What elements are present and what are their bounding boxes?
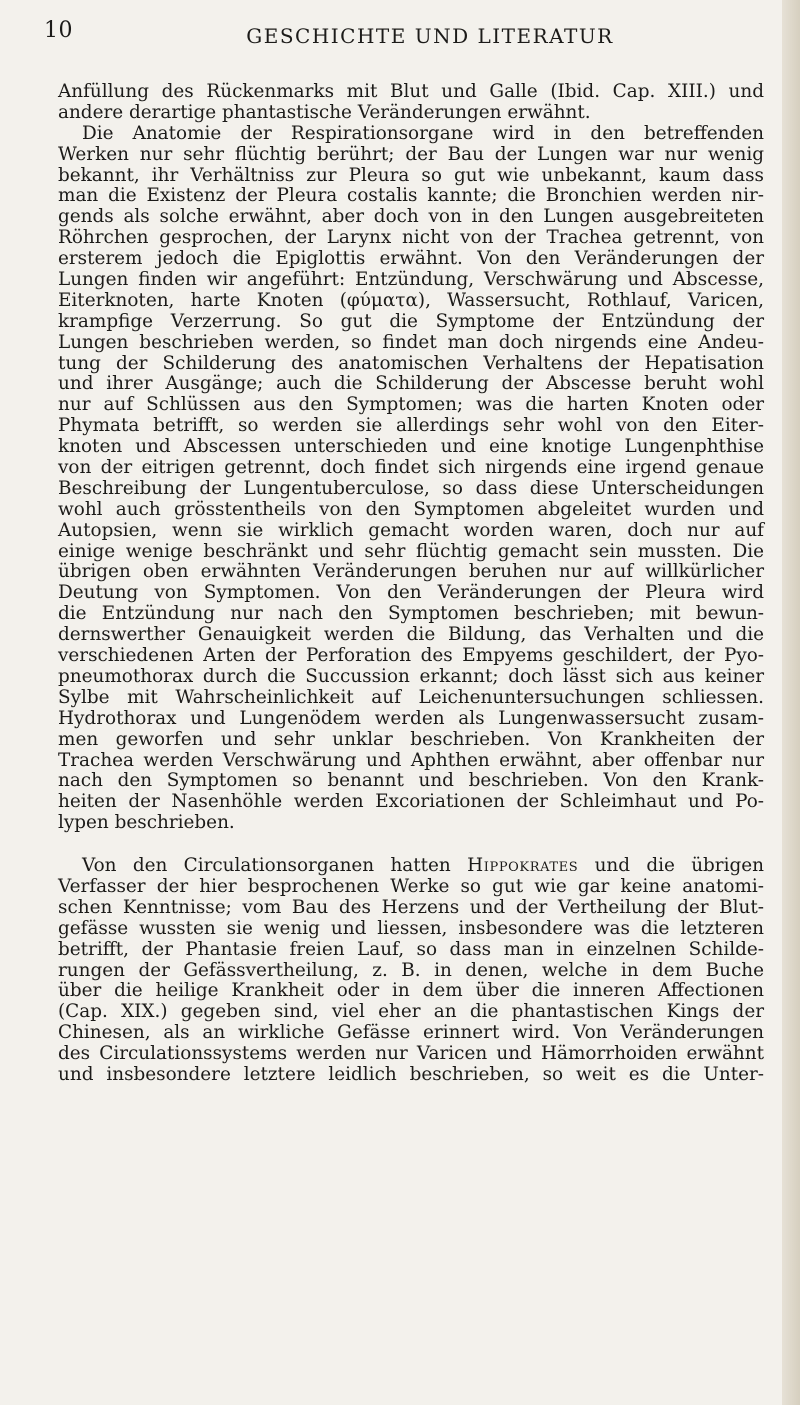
text-line: Röhrchen gesprochen, der Larynx nicht von der Trachea getrennt, von xyxy=(58,227,764,249)
text-line: verschiedenen Arten der Perforation des Empyems geschildert, der Pyo- xyxy=(58,645,764,667)
text-line: die Entzündung nur nach den Symptomen beschrieben; mit bewun- xyxy=(58,603,764,625)
paragraph-2 xyxy=(58,124,764,834)
text-line: lypen beschrieben. xyxy=(58,812,235,834)
text-line: einige wenige beschränkt und sehr flüchtig gemacht sein mussten. Die xyxy=(58,540,764,562)
text-line: wohl auch grösstentheils von den Symptomen abgeleitet wurden und xyxy=(58,498,764,520)
text-line: pneumothorax durch die Succussion erkannt; doch lässt sich aus keiner xyxy=(58,665,764,687)
text-line: Die Anatomie der Respirationsorgane wird in den betreffenden xyxy=(82,122,764,144)
text-line: über die heilige Krankheit oder in dem über die inneren Affectionen xyxy=(58,980,764,1002)
paragraph-1 xyxy=(58,82,764,124)
text-line: ersterem jedoch die Epiglottis erwähnt. Von den Veränderungen der xyxy=(58,248,764,270)
text-line: Trachea werden Verschwärung und Aphthen erwähnt, aber offenbar nur xyxy=(58,749,764,771)
text-line: Autopsien, wenn sie wirklich gemacht worden waren, doch nur auf xyxy=(58,519,764,541)
page-edge-shadow xyxy=(782,0,800,1405)
text-line: des Circulationssystems werden nur Varicen und Hämorrhoiden erwähnt xyxy=(58,1043,764,1065)
text-line: Phymata betrifft, so werden sie allerdings sehr wohl von den Eiter- xyxy=(58,415,764,437)
text-line: Hydrothorax und Lungenödem werden als Lungenwassersucht zusam- xyxy=(58,707,764,729)
text-segment: und die übrigen xyxy=(594,855,764,877)
text-line: nach den Symptomen so benannt und beschrieben. Von den Krank- xyxy=(58,770,764,792)
text-line: Beschreibung der Lungentuberculose, so dass diese Unterscheidungen xyxy=(58,477,764,499)
text-line: von der eitrigen getrennt, doch findet sich nirgends eine irgend genaue xyxy=(58,457,764,479)
text-line: betrifft, der Phantasie freien Lauf, so dass man in einzelnen Schilde- xyxy=(58,938,764,960)
text-line: rungen der Gefässvertheilung, z. B. in denen, welche in dem Buche xyxy=(58,959,764,981)
text-line: und ihrer Ausgänge; auch die Schilderung der Abscesse beruht wohl xyxy=(58,373,764,395)
text-line: Eiterknoten, harte Knoten (φύματα), Wassersucht, Rothlauf, Varicen, xyxy=(58,289,764,311)
text-line: krampfige Verzerrung. So gut die Symptome der Entzündung der xyxy=(58,310,764,332)
text-line: nur auf Schlüssen aus den Symptomen; was die harten Knoten oder xyxy=(58,394,764,416)
text-line: Sylbe mit Wahrscheinlichkeit auf Leichenuntersuchungen schliessen. xyxy=(58,686,764,708)
text-line: tung der Schilderung des anatomischen Verhaltens der Hepatisation xyxy=(58,352,764,374)
text-line: übrigen oben erwähnten Veränderungen beruhen nur auf willkürlicher xyxy=(58,561,764,583)
text-line: dernswerther Genauigkeit werden die Bildung, das Verhalten und die xyxy=(58,624,764,646)
text-line: knoten und Abscessen unterschieden und eine knotige Lungenphthise xyxy=(58,436,764,458)
text-line: Deutung von Symptomen. Von den Veränderungen der Pleura wird xyxy=(58,582,764,604)
text-line: heiten der Nasenhöhle werden Excoriationen der Schleimhaut und Po- xyxy=(58,791,764,813)
text-line: Verfasser der hier besprochenen Werke so gut wie gar keine anatomi- xyxy=(58,875,764,897)
text-line: schen Kenntnisse; vom Bau des Herzens und der Vertheilung der Blut- xyxy=(58,896,764,918)
text-line: men geworfen und sehr unklar beschrieben. Von Krankheiten der xyxy=(58,728,764,750)
text-line: andere derartige phantastische Veränderungen erwähnt. xyxy=(58,101,591,123)
text-segment: Von den Circulationsorganen hatten xyxy=(82,855,451,877)
text-line: Chinesen, als an wirkliche Gefässe erinnert wird. Von Veränderungen xyxy=(58,1022,764,1044)
text-line: gends als solche erwähnt, aber doch von in den Lungen ausgebreiteten xyxy=(58,206,764,228)
author-name-small-caps: Hippokrates xyxy=(467,855,579,877)
text-line: (Cap. XIX.) gegeben sind, viel eher an die phantastischen Kings der xyxy=(58,1001,764,1023)
running-head: GESCHICHTE UND LITERATUR xyxy=(246,24,614,48)
text-line: Anfüllung des Rückenmarks mit Blut und Galle (Ibid. Cap. XIII.) und xyxy=(58,81,764,102)
text-line: Werken nur sehr flüchtig berührt; der Bau der Lungen war nur wenig xyxy=(58,143,764,165)
text-line: Lungen beschrieben werden, so findet man doch nirgends eine Andeu- xyxy=(58,331,764,353)
text-line: man die Existenz der Pleura costalis kannte; die Bronchien werden nir- xyxy=(58,185,764,207)
text-line: bekannt, ihr Verhältniss zur Pleura so gut wie unbekannt, kaum dass xyxy=(58,164,764,186)
paragraph-gap xyxy=(58,834,764,856)
paragraph-3 xyxy=(58,856,764,1086)
body-text xyxy=(58,82,764,1086)
text-line: Lungen finden wir angeführt: Entzündung, Verschwärung und Abscesse, xyxy=(58,269,764,291)
text-line: gefässe wussten sie wenig und liessen, insbesondere was die letzteren xyxy=(58,917,764,939)
text-line: und insbesondere letztere leidlich beschrieben, so weit es die Unter- xyxy=(58,1063,764,1085)
page-number: 10 xyxy=(44,18,73,43)
text-line xyxy=(58,856,764,877)
